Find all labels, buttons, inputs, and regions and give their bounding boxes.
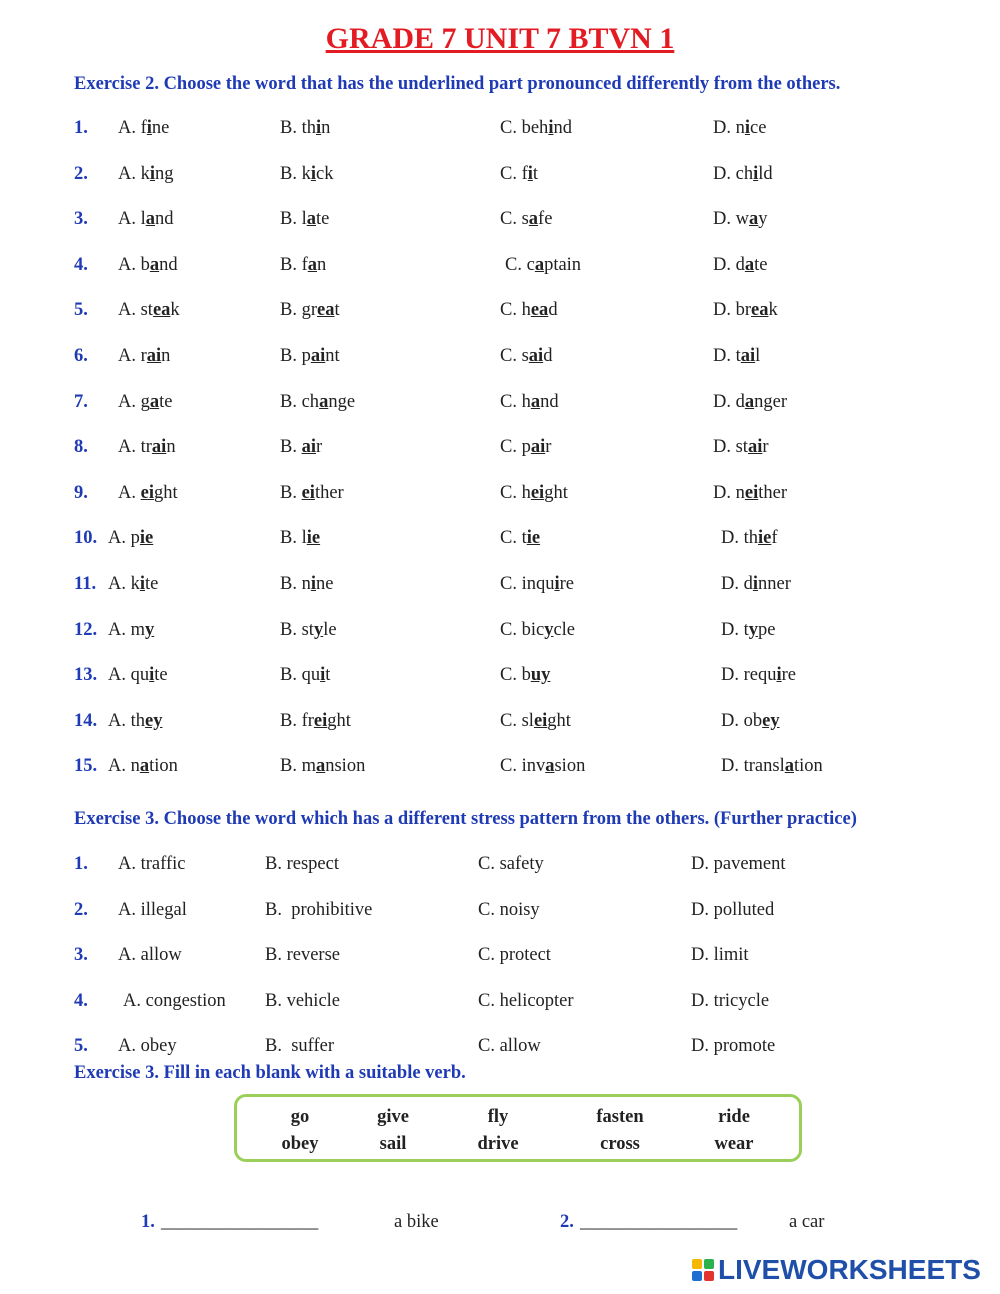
answer-option[interactable]: B. paint — [280, 346, 340, 366]
underlined-part: ea — [317, 300, 335, 321]
answer-option[interactable]: D. tricycle — [691, 990, 770, 1011]
fill-item-word: a car — [789, 1212, 825, 1232]
answer-option[interactable]: B. great — [280, 300, 340, 321]
question-number: 13. — [74, 665, 98, 686]
question-row — [0, 118, 1000, 148]
underlined-part: a — [528, 209, 539, 230]
answer-option[interactable]: A. fine — [118, 118, 170, 138]
answer-option[interactable]: C. helicopter — [478, 990, 574, 1011]
answer-option[interactable]: B. late — [280, 209, 330, 230]
question-row — [0, 528, 1000, 558]
underlined-part: i — [527, 163, 533, 184]
question-row — [0, 392, 1000, 422]
answer-option[interactable]: C. sleight — [500, 710, 571, 731]
answer-option[interactable]: B. lie — [280, 528, 321, 549]
question-number: 12. — [74, 619, 98, 640]
answer-option[interactable]: A. allow — [118, 945, 182, 966]
question-row — [0, 209, 1000, 239]
underlined-part: i — [752, 574, 759, 594]
answer-option[interactable]: A. traffic — [118, 854, 186, 874]
answer-option[interactable]: C. buy — [500, 665, 551, 686]
underlined-part: i — [146, 118, 152, 138]
underlined-part: a — [530, 391, 541, 412]
answer-option[interactable]: D. polluted — [691, 899, 775, 920]
underlined-part: a — [149, 254, 160, 275]
underlined-part: a — [307, 254, 317, 275]
answer-option[interactable]: B. nine — [280, 574, 334, 594]
underlined-part: a — [306, 209, 316, 230]
underlined-part: a — [319, 391, 329, 412]
fill-item-number: 1. — [141, 1212, 155, 1232]
underlined-part: i — [753, 163, 759, 184]
verb-word: fly — [487, 1107, 509, 1127]
answer-option[interactable]: D. pavement — [691, 854, 786, 874]
answer-option[interactable]: C. height — [500, 482, 568, 503]
answer-option[interactable]: A. kite — [108, 574, 159, 594]
underlined-part: i — [554, 574, 560, 594]
answer-option[interactable]: C. behind — [500, 118, 572, 138]
verb-word: ride — [718, 1107, 750, 1127]
answer-option[interactable]: A. obey — [118, 1036, 177, 1057]
question-row — [0, 900, 1000, 930]
underlined-part: i — [776, 665, 782, 686]
question-number: 5. — [74, 300, 88, 321]
answer-option[interactable]: D. way — [713, 209, 768, 230]
exercise-3-fill-heading: Exercise 3. Fill in each blank with a suitable verb. — [74, 1063, 466, 1083]
answer-option[interactable]: B. vehicle — [265, 990, 341, 1011]
underlined-part: i — [548, 118, 554, 138]
answer-option[interactable]: A. eight — [118, 482, 178, 503]
underlined-part: ey — [762, 710, 780, 731]
underlined-part: i — [744, 118, 751, 138]
answer-option[interactable]: B. style — [280, 619, 337, 640]
underlined-part: i — [139, 574, 146, 594]
underlined-part: ie — [526, 528, 541, 549]
underlined-part: ai — [151, 437, 167, 458]
answer-option[interactable]: A. land — [118, 209, 174, 230]
answer-option[interactable]: D. stair — [713, 437, 769, 458]
verb-word: drive — [477, 1134, 519, 1154]
answer-option[interactable]: D. date — [713, 254, 768, 275]
question-number: 4. — [74, 990, 88, 1011]
question-number: 1. — [74, 118, 88, 138]
underlined-part: ei — [313, 710, 328, 731]
answer-option[interactable]: A. gate — [118, 391, 173, 412]
answer-option[interactable]: D. break — [713, 300, 778, 321]
underlined-part: i — [310, 163, 316, 184]
answer-option[interactable]: C. bicycle — [500, 619, 576, 640]
question-number: 2. — [74, 163, 88, 184]
underlined-part: ai — [530, 437, 546, 458]
underlined-part: ie — [758, 528, 772, 549]
verb-word: fasten — [596, 1107, 644, 1127]
question-number: 3. — [74, 209, 88, 230]
question-number: 6. — [74, 346, 88, 366]
fill-item-number: 2. — [560, 1212, 574, 1232]
answer-option[interactable]: C. fit — [500, 163, 539, 184]
question-row — [0, 164, 1000, 194]
underlined-part: i — [149, 665, 155, 686]
worksheet-title: GRADE 7 UNIT 7 BTVN 1 — [325, 22, 675, 55]
question-number: 9. — [74, 482, 88, 503]
answer-option[interactable]: A. congestion — [123, 990, 226, 1011]
underlined-part: i — [149, 163, 156, 184]
logo-square — [704, 1271, 714, 1281]
answer-option[interactable]: B. suffer — [265, 1036, 335, 1057]
answer-option[interactable]: B. thin — [280, 118, 331, 138]
answer-option[interactable]: B. mansion — [280, 756, 366, 777]
answer-option[interactable]: C. safe — [500, 209, 553, 230]
underlined-part: ey — [145, 710, 163, 731]
verb-word: go — [290, 1107, 310, 1127]
answer-option[interactable]: C. safety — [478, 854, 544, 874]
answer-option[interactable]: D. thief — [721, 528, 778, 549]
answer-option[interactable]: A. nation — [108, 756, 178, 777]
answer-option[interactable]: C. tie — [500, 528, 541, 549]
question-row — [0, 437, 1000, 467]
answer-option[interactable]: D. nice — [713, 118, 767, 138]
underlined-part: ei — [533, 710, 548, 731]
liveworksheets-logo-icon — [692, 1259, 714, 1281]
answer-option[interactable]: D. child — [713, 163, 773, 184]
answer-option[interactable]: D. neither — [713, 482, 787, 503]
question-number: 10. — [74, 528, 98, 549]
question-row — [0, 854, 1000, 884]
answer-option[interactable]: B. prohibitive — [265, 899, 373, 920]
answer-option[interactable]: D. require — [721, 665, 796, 686]
underlined-part: i — [320, 665, 326, 686]
underlined-part: ie — [306, 528, 321, 549]
underlined-part: a — [149, 391, 160, 412]
answer-option[interactable]: B. reverse — [265, 945, 340, 966]
question-row — [0, 756, 1000, 786]
logo-text: LIVEWORKSHEETS — [718, 1254, 981, 1285]
underlined-part: ei — [301, 482, 315, 503]
answer-option[interactable]: A. they — [108, 710, 163, 731]
verb-word: sail — [379, 1134, 407, 1154]
answer-option[interactable]: C. noisy — [478, 899, 540, 920]
answer-option[interactable]: A. rain — [118, 346, 171, 366]
answer-option[interactable]: D. promote — [691, 1036, 776, 1057]
answer-option[interactable]: C. said — [500, 346, 553, 366]
question-row — [0, 1036, 1000, 1066]
underlined-part: ei — [140, 482, 154, 503]
answer-option[interactable]: B. either — [280, 482, 344, 503]
verb-word: wear — [714, 1134, 754, 1154]
answer-option[interactable]: D. tail — [713, 346, 761, 366]
underlined-part: ei — [744, 482, 759, 503]
answer-option[interactable]: B. quit — [280, 665, 331, 686]
underlined-part: ea — [751, 300, 769, 321]
underlined-part: ai — [528, 346, 544, 366]
answer-option[interactable]: D. danger — [713, 391, 787, 412]
underlined-part: a — [534, 254, 545, 275]
answer-option[interactable]: C. hand — [500, 391, 559, 412]
underlined-part: uy — [530, 665, 551, 686]
underlined-part: ai — [740, 346, 756, 366]
answer-option[interactable]: C. invasion — [500, 756, 586, 777]
answer-option[interactable]: C. allow — [478, 1036, 541, 1057]
question-row — [0, 620, 1000, 650]
answer-option[interactable]: C. protect — [478, 945, 551, 966]
answer-option[interactable]: B. freight — [280, 710, 351, 731]
underlined-part: a — [784, 756, 794, 777]
question-row — [0, 574, 1000, 604]
answer-option[interactable]: C. inquire — [500, 574, 574, 594]
answer-option[interactable]: B. air — [280, 437, 323, 458]
underlined-part: a — [744, 391, 755, 412]
underlined-part: ai — [146, 346, 162, 366]
underlined-part: ie — [139, 528, 154, 549]
answer-option[interactable]: D. dinner — [721, 574, 791, 594]
verb-word: cross — [600, 1134, 640, 1154]
underlined-part: ai — [301, 437, 316, 458]
question-row — [0, 665, 1000, 695]
answer-option[interactable]: D. limit — [691, 945, 749, 966]
answer-option[interactable]: A. steak — [118, 300, 180, 321]
question-number: 8. — [74, 437, 88, 458]
answer-option[interactable]: A. pie — [108, 528, 154, 549]
underlined-part: a — [545, 756, 555, 777]
question-number: 1. — [74, 854, 88, 874]
underlined-part: a — [315, 756, 326, 777]
underlined-part: ai — [747, 437, 763, 458]
liveworksheets-logo — [692, 1253, 981, 1287]
answer-option[interactable]: A. my — [108, 619, 155, 640]
answer-option[interactable]: B. change — [280, 391, 356, 412]
question-number: 14. — [74, 710, 98, 731]
answer-option[interactable]: A. king — [118, 163, 174, 184]
question-number: 3. — [74, 945, 88, 966]
underlined-part: a — [139, 756, 150, 777]
answer-option[interactable]: B. fan — [280, 254, 327, 275]
question-row — [0, 945, 1000, 975]
underlined-part: ai — [310, 346, 326, 366]
question-row — [0, 300, 1000, 330]
fill-item-word: a bike — [394, 1212, 439, 1232]
underlined-part: a — [748, 209, 759, 230]
question-number: 7. — [74, 391, 88, 412]
question-row — [0, 346, 1000, 376]
question-row — [0, 483, 1000, 513]
answer-option[interactable]: D. translation — [721, 756, 823, 777]
answer-option[interactable]: D. obey — [721, 710, 780, 731]
underlined-part: y — [313, 619, 324, 640]
underlined-part: y — [748, 619, 758, 640]
question-number: 2. — [74, 899, 88, 920]
question-row — [0, 255, 1000, 285]
fill-blank-input[interactable]: _________________ — [161, 1212, 319, 1232]
underlined-part: ea — [530, 300, 549, 321]
underlined-part: ea — [152, 300, 171, 321]
question-number: 15. — [74, 756, 98, 777]
answer-option[interactable]: B. kick — [280, 163, 334, 184]
logo-square — [692, 1259, 702, 1269]
logo-square — [692, 1271, 702, 1281]
underlined-part: a — [744, 254, 755, 275]
underlined-part: i — [310, 574, 316, 594]
answer-option[interactable]: D. type — [721, 619, 776, 640]
question-row — [0, 991, 1000, 1021]
question-number: 11. — [74, 574, 97, 594]
question-number: 4. — [74, 254, 88, 275]
answer-option[interactable]: B. respect — [265, 854, 339, 874]
question-row — [0, 711, 1000, 741]
answer-option[interactable]: C. captain — [505, 254, 582, 275]
underlined-part: i — [315, 118, 322, 138]
verb-word: obey — [281, 1134, 319, 1154]
answer-option[interactable]: A. illegal — [118, 899, 187, 920]
underlined-part: a — [145, 209, 155, 230]
answer-option[interactable]: C. head — [500, 300, 558, 321]
answer-option[interactable]: C. pair — [500, 437, 552, 458]
underlined-part: y — [544, 619, 554, 640]
exercise-3-stress-heading: Exercise 3. Choose the word which has a different stress pattern from the others. (Further practice) — [74, 809, 857, 829]
answer-option[interactable]: A. band — [118, 254, 178, 275]
fill-blank-input[interactable]: _________________ — [580, 1212, 738, 1232]
question-number: 5. — [74, 1036, 88, 1057]
underlined-part: ei — [530, 482, 545, 503]
verb-word: give — [377, 1107, 409, 1127]
logo-square — [704, 1259, 714, 1269]
answer-option[interactable]: A. train — [118, 437, 176, 458]
underlined-part: y — [145, 619, 155, 640]
answer-option[interactable]: A. quite — [108, 665, 168, 686]
exercise-2-heading: Exercise 2. Choose the word that has the underlined part pronounced differently from the others. — [74, 74, 841, 94]
